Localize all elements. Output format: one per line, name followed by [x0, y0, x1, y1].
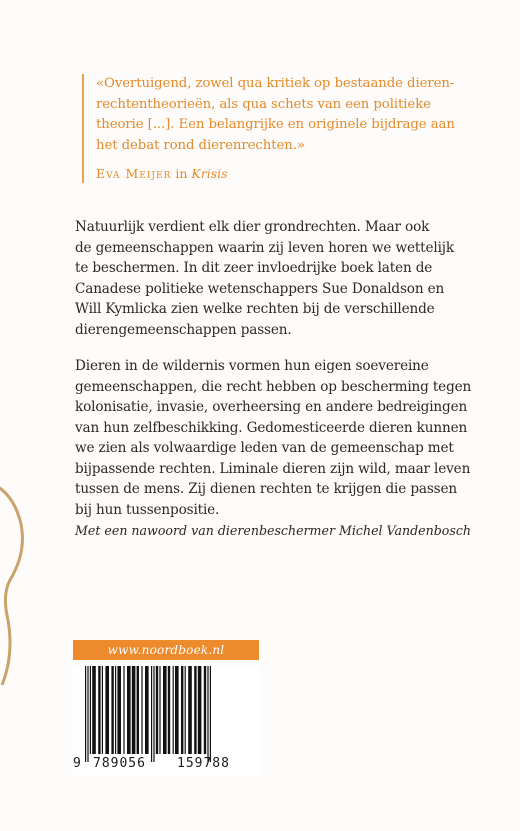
barcode-bar: [141, 666, 142, 754]
publisher-url: www.noordboek.nl: [73, 640, 259, 660]
text-line: van hun zelfbeschikking. Gedomesticeerde dieren kunnen: [75, 419, 468, 436]
barcode-bar: [168, 666, 170, 754]
quote-author: Eva Meijer: [96, 166, 172, 181]
barcode-bar: [111, 666, 113, 754]
barcode-left-group: 789056: [93, 756, 146, 771]
barcode-bar: [207, 666, 208, 762]
barcode-bar: [153, 666, 154, 762]
text-line: we zien als volwaardige leden van de gemeenschap met: [75, 440, 454, 456]
animal-outline-decoration: [0, 470, 50, 690]
barcode-bar: [145, 666, 149, 754]
barcode-bar: [156, 666, 158, 754]
barcode-bar: [210, 666, 211, 762]
quote-source: Krisis: [191, 166, 228, 181]
barcode-bar: [85, 666, 86, 762]
barcode-digits: [73, 756, 259, 776]
text-line: Will Kymlicka zien welke rechten bij de verschillende: [75, 301, 435, 317]
barcode-bar: [159, 666, 160, 754]
isbn-barcode: [73, 666, 259, 776]
barcode-bar: [173, 666, 174, 754]
barcode-bars: [73, 666, 259, 762]
text-line: dierengemeenschappen passen.: [75, 321, 292, 338]
barcode-bar: [175, 666, 179, 754]
quote-connector: in: [175, 166, 188, 181]
text-line: de gemeenschappen waarin zij leven horen we wettelijk: [75, 239, 454, 256]
text-line: bij hun tussenpositie.: [75, 501, 220, 518]
barcode-bar: [132, 666, 136, 754]
barcode-bar: [185, 666, 186, 754]
description-paragraph-2: [75, 356, 480, 520]
quote-line: rechtentheorieën, als qua schets van een politieke: [96, 96, 431, 112]
text-line: te beschermen. In dit zeer invloedrijke boek laten de: [75, 260, 433, 276]
barcode-bar: [87, 666, 88, 762]
barcode-first-digit: 9: [73, 756, 81, 771]
barcode-bar: [92, 666, 96, 754]
text-line: bijpassende rechten. Liminale dieren zijn wild, maar leven: [75, 460, 471, 477]
barcode-bar: [194, 666, 196, 754]
barcode-bar: [151, 666, 152, 762]
text-line: Canadese politieke wetenschappers Sue Donaldson en: [75, 280, 445, 297]
description-paragraph-1: [75, 217, 480, 340]
text-line: kolonisatie, invasie, overheersing en andere bedreigingen: [75, 399, 468, 415]
barcode-bar: [204, 666, 206, 754]
quote-text: [96, 74, 476, 156]
barcode-bar: [102, 666, 103, 754]
barcode-bar: [188, 666, 192, 754]
afterword-note: Met een nawoord van dierenbeschermer Michel Vandenbosch: [75, 523, 472, 538]
barcode-bar: [117, 666, 121, 754]
barcode-bar: [105, 666, 109, 754]
quote-attribution: [96, 165, 476, 183]
text-line: Natuurlijk verdient elk dier grondrechten. Maar ook: [75, 219, 430, 235]
barcode-bar: [115, 666, 116, 754]
barcode-right-group: 159788: [177, 756, 230, 771]
quote-line: «Overtuigend, zowel qua kritiek op bestaande dieren-: [96, 76, 455, 91]
quote-line: theorie [...]. Een belangrijke en originele bijdrage aan: [96, 117, 455, 132]
barcode-bar: [90, 666, 91, 754]
text-line: Dieren in de wildernis vormen hun eigen soevereine: [75, 358, 429, 374]
barcode-bar: [198, 666, 202, 754]
text-line: tussen de mens. Zij dienen rechten te krijgen die passen: [75, 481, 457, 497]
barcode-bar: [181, 666, 183, 754]
barcode-bar: [127, 666, 131, 754]
blurb-quote: [82, 74, 476, 183]
barcode-bar: [98, 666, 100, 754]
barcode-bar: [123, 666, 124, 754]
text-line: gemeenschappen, die recht hebben op bescherming tegen: [75, 378, 472, 395]
quote-line: het debat rond dierenrechten.»: [96, 137, 305, 153]
barcode-bar: [137, 666, 139, 754]
barcode-bar: [163, 666, 167, 754]
